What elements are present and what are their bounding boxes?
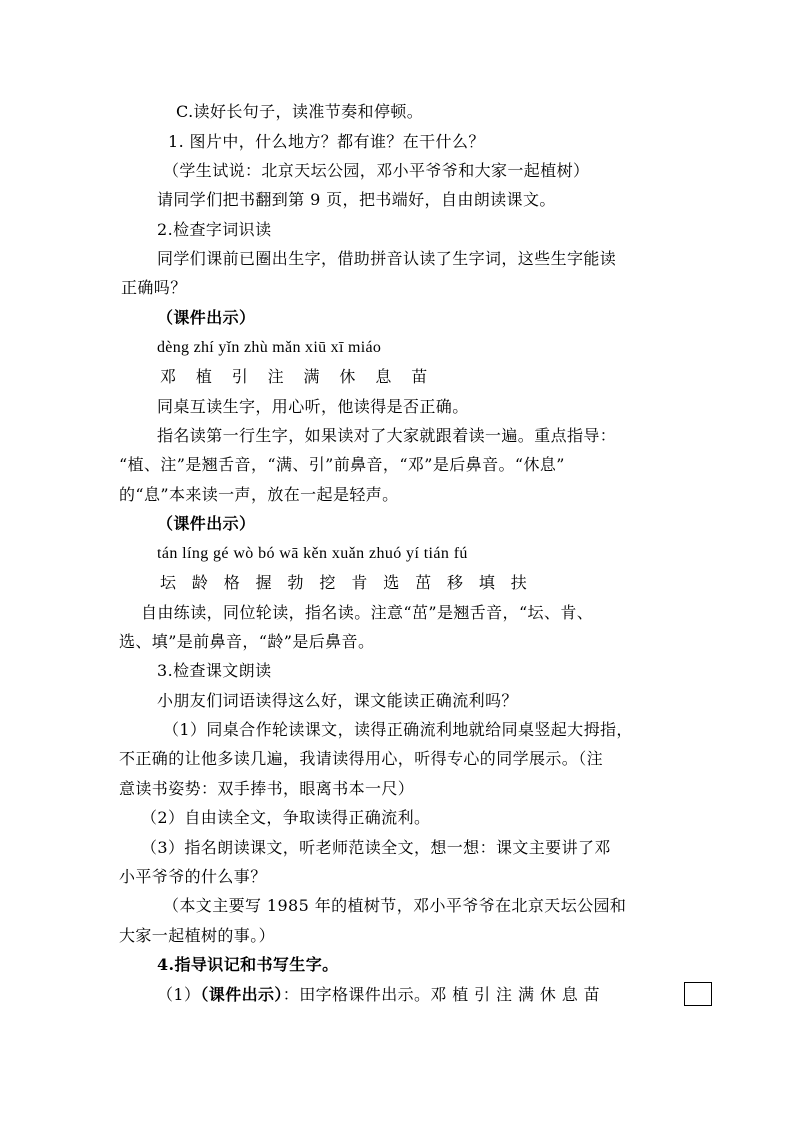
paragraph: （本文主要写 1985 年的植树节，邓小平爷爷在北京天坛公园和 [163,896,627,915]
section-heading-4: 4.指导识记和书写生字。 [157,955,339,974]
paragraph: 大家一起植树的事。） [119,926,276,945]
heading-c: C.读好长句子，读准节奏和停顿。 [176,102,424,121]
paragraph: 自由练读，同位轮读，指名读。注意“茁”是翘舌音，“坛、肯、 [141,603,594,622]
section-heading-3: 3.检查课文朗读 [157,661,272,680]
characters-row-1: 邓 植 引 注 满 休 息 苗 [160,367,428,386]
paragraph: （2）自由读全文，争取读得正确流利。 [141,808,431,827]
tian-grid-box [684,982,712,1006]
characters-row-2: 坛 龄 格 握 勃 挖 肯 选 茁 移 填 扶 [160,573,528,592]
paragraph: 同学们课前已圈出生字，借助拼音认读了生字词，这些生字能读 [157,249,617,268]
courseware-label: （课件出示） [157,514,256,533]
paragraph: （3）指名朗读课文，听老师范读全文，想一想：课文主要讲了邓 [141,838,611,857]
paragraph: 意读书姿势：双手捧书，眼离书本一尺） [119,779,415,798]
paragraph: （1）同桌合作轮读课文，读得正确流利地就给同桌竖起大拇指， [163,720,633,739]
paragraph: 小平爷爷的什么事？ [119,867,267,886]
item-number: （1） [157,985,201,1004]
paragraph: 选、填”是前鼻音，“龄”是后鼻音。 [119,632,375,651]
section-heading-2: 2.检查字词识读 [157,220,272,239]
paragraph: 请同学们把书翻到第 9 页，把书端好，自由朗读课文。 [157,190,556,209]
courseware-label: （课件出示） [157,308,256,327]
paragraph: “植、注”是翘舌音，“满、引”前鼻音，“邓”是后鼻音。“休息” [119,455,565,474]
student-answer: （学生试说：北京天坛公园，邓小平爷爷和大家一起植树） [163,161,590,180]
paragraph: 不正确的让他多读几遍，我请读得用心，听得专心的同学展示。（注 [119,749,604,768]
question-1: 1. 图片中，什么地方？都有谁？在干什么？ [168,132,485,151]
paragraph: 指名读第一行生字，如果读对了大家就跟着读一遍。重点指导： [157,426,617,445]
courseware-label: （课件出示） [200,985,283,1004]
last-line [157,984,600,1006]
pinyin-row-2: tán líng gé wò bó wā kěn xuǎn zhuó yí tián fú [157,545,468,562]
paragraph: 同桌互读生字，用心听，他读得是否正确。 [157,397,469,416]
pinyin-row-1: dèng zhí yǐn zhù mǎn xiū xī miáo [157,339,382,356]
courseware-characters: ：田字格课件出示。邓 植 引 注 满 休 息 苗 [282,985,600,1004]
paragraph: 小朋友们词语读得这么好，课文能读正确流利吗？ [157,691,518,710]
paragraph: 正确吗？ [121,278,187,297]
paragraph: 的“息”本来读一声，放在一起是轻声。 [119,485,399,504]
